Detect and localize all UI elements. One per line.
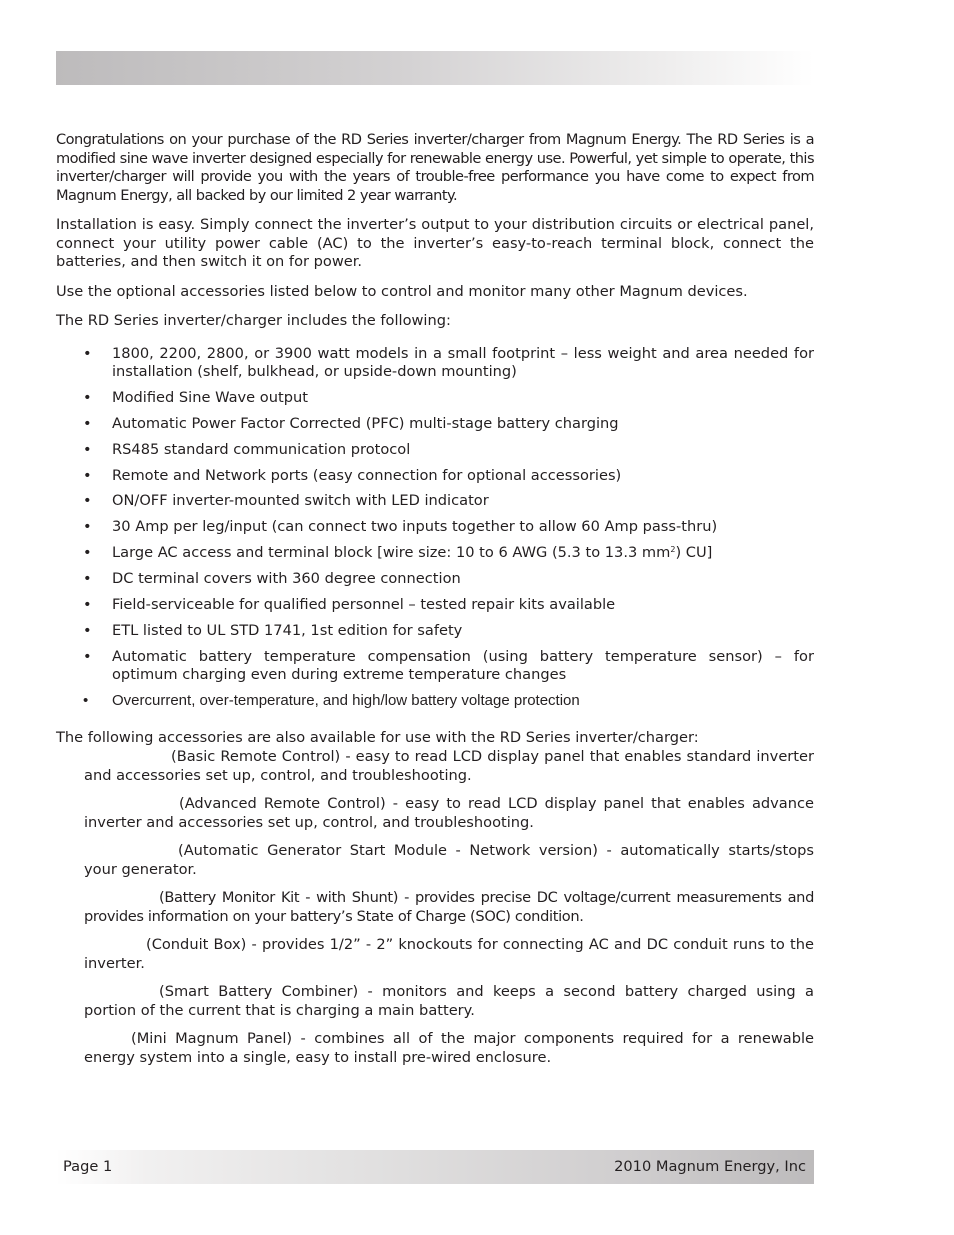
bullet-icon: • bbox=[83, 518, 92, 536]
feature-text: Overcurrent, over-temperature, and high/low battery voltage protection bbox=[112, 692, 580, 710]
page-content bbox=[56, 131, 814, 1077]
accessory-text: (Mini Magnum Panel) - combines all of the major components required for a renewable energy system into a single, easy to install pre-wired enclosure. bbox=[84, 1030, 814, 1066]
bullet-icon: • bbox=[83, 544, 92, 562]
list-item bbox=[56, 415, 814, 434]
accessory-text: (Conduit Box) - provides 1/2” - 2” knockouts for connecting AC and DC conduit runs to the inverter. bbox=[84, 936, 814, 972]
accessory-item bbox=[84, 889, 814, 926]
accessory-text: (Basic Remote Control) - easy to read LCD display panel that enables standard inverter and accessories set up, control, and troubleshooting. bbox=[84, 748, 814, 784]
intro-paragraph-1: Congratulations on your purchase of the RD Series inverter/charger from Magnum Energy. The RD Series is a modified sine wave inverter designed especially for renewable energy use. Powerful, yet simple to operate, this inverter/charger will provide you with the years of trouble-free performance you have come to expect from Magnum Energy, all backed by our limited 2 year warranty. bbox=[56, 131, 814, 204]
intro-paragraph-4: The RD Series inverter/charger includes the following: bbox=[56, 312, 451, 329]
feature-text: 30 Amp per leg/input (can connect two inputs together to allow 60 Amp pass-thru) bbox=[112, 518, 718, 536]
feature-text: Automatic Power Factor Corrected (PFC) multi-stage battery charging bbox=[112, 414, 619, 432]
accessory-text: (Advanced Remote Control) - easy to read LCD display panel that enables advance inverter and accessories set up, control, and troubleshooting. bbox=[84, 795, 814, 831]
list-item bbox=[56, 441, 814, 460]
feature-text: Modified Sine Wave output bbox=[112, 388, 308, 406]
bullet-icon: • bbox=[83, 388, 92, 406]
feature-text: Automatic battery temperature compensation (using battery temperature sensor) – for optimum charging even during extreme temperature changes bbox=[112, 647, 814, 684]
bullet-icon: • bbox=[83, 647, 92, 665]
list-item bbox=[56, 648, 814, 685]
accessory-text: (Battery Monitor Kit - with Shunt) - provides precise DC voltage/current measurements and provides information on your battery’s State of Charge (SOC) condition. bbox=[84, 889, 814, 925]
feature-text: Field-serviceable for qualified personnel – tested repair kits available bbox=[112, 596, 616, 614]
page-number: Page 1 bbox=[63, 1158, 113, 1175]
intro-paragraph-3: Use the optional accessories listed below to control and monitor many other Magnum devices. bbox=[56, 282, 748, 300]
accessory-item bbox=[84, 795, 814, 832]
feature-text: RS485 standard communication protocol bbox=[112, 440, 411, 458]
accessory-text: (Automatic Generator Start Module - Network version) - automatically starts/stops your generator. bbox=[84, 842, 814, 878]
list-item bbox=[56, 518, 814, 537]
accessory-item bbox=[84, 983, 814, 1020]
bullet-icon: • bbox=[83, 344, 92, 362]
list-item bbox=[56, 544, 814, 563]
list-item bbox=[56, 622, 814, 641]
feature-list bbox=[56, 345, 814, 711]
header-bar bbox=[56, 51, 814, 85]
bullet-icon: • bbox=[83, 466, 92, 484]
accessory-item bbox=[84, 842, 814, 879]
accessory-text: (Smart Battery Combiner) - monitors and keeps a second battery charged using a portion of the current that is charging a main battery. bbox=[84, 983, 814, 1019]
superscript: 2 bbox=[670, 545, 676, 555]
accessory-item bbox=[84, 1030, 814, 1067]
bullet-icon: • bbox=[83, 692, 89, 710]
list-item bbox=[56, 389, 814, 408]
feature-text: ON/OFF inverter-mounted switch with LED indicator bbox=[112, 492, 489, 510]
list-item bbox=[56, 467, 814, 486]
footer-bar bbox=[56, 1150, 814, 1184]
bullet-icon: • bbox=[83, 492, 92, 510]
list-item bbox=[56, 692, 814, 711]
list-item bbox=[56, 570, 814, 589]
list-item bbox=[56, 596, 814, 615]
feature-text: DC terminal covers with 360 degree connection bbox=[112, 570, 461, 588]
feature-text: 1800, 2200, 2800, or 3900 watt models in a small footprint – less weight and area needed for installation (shelf, bulkhead, or upside-down mounting) bbox=[112, 344, 814, 380]
feature-text: ETL listed to UL STD 1741, 1st edition for safety bbox=[112, 621, 463, 639]
feature-text: Large AC access and terminal block [wire size: 10 to 6 AWG (5.3 to 13.3 mm bbox=[112, 544, 671, 562]
list-item bbox=[56, 345, 814, 382]
bullet-icon: • bbox=[83, 414, 92, 432]
bullet-icon: • bbox=[83, 570, 92, 588]
bullet-icon: • bbox=[83, 621, 92, 639]
intro-paragraph-2: Installation is easy. Simply connect the inverter’s output to your distribution circuits or electrical panel, connect your utility power cable (AC) to the inverter’s easy-to-reach terminal block, connect the batteries, and then switch it on for power. bbox=[56, 216, 814, 270]
bullet-icon: • bbox=[83, 440, 92, 458]
copyright-text: 2010 Magnum Energy, Inc bbox=[614, 1158, 806, 1175]
feature-text-tail: ) CU] bbox=[675, 544, 713, 562]
bullet-icon: • bbox=[83, 596, 92, 614]
list-item bbox=[56, 492, 814, 511]
accessory-item bbox=[84, 748, 814, 785]
accessories-intro: The following accessories are also available for use with the RD Series inverter/charger: bbox=[56, 728, 699, 746]
accessory-item bbox=[84, 936, 814, 973]
feature-text: Remote and Network ports (easy connection for optional accessories) bbox=[112, 466, 622, 484]
